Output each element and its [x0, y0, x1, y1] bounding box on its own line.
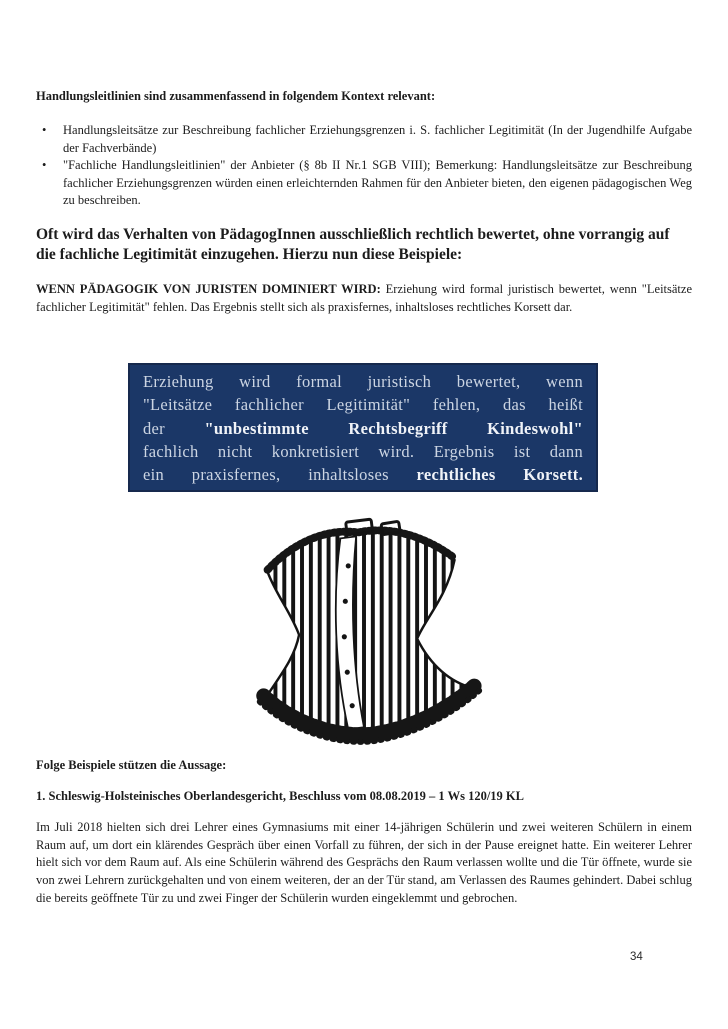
- quote-line-text: fachlich nicht konkretisiert wird. Ergebnis ist dann: [143, 441, 583, 461]
- quote-line: [143, 393, 583, 416]
- quote-line-bold: rechtliches Korsett.: [416, 464, 583, 484]
- bullet-text: Handlungsleitsätze zur Beschreibung fachlicher Erziehungsgrenzen i. S. fachlicher Legitimität (In der Jugendhilfe Aufgabe der Fachverbände): [63, 123, 692, 155]
- wenn-paragraph-lead: WENN PÄDAGOGIK VON JURISTEN DOMINIERT WIRD:: [36, 281, 381, 296]
- quote-line: [143, 463, 583, 486]
- folge-heading: Folge Beispiele stützen die Aussage:: [36, 758, 227, 773]
- case-heading: 1. Schleswig-Holsteinisches Oberlandesgericht, Beschluss vom 08.08.2019 – 1 Ws 120/19 KL: [36, 789, 524, 804]
- quote-line-text: "Leitsätze fachlicher Legitimität" fehlen, das heißt: [143, 395, 583, 415]
- page-number: 34: [630, 951, 643, 963]
- quote-line: [143, 370, 583, 393]
- bullet-item: [36, 122, 692, 157]
- corset-engraving-icon: [236, 499, 492, 745]
- quote-line: [143, 440, 583, 463]
- wenn-paragraph: [36, 281, 692, 316]
- page-content: [36, 0, 692, 907]
- quote-line-bold: "unbestimmte Rechtsbegriff Kindeswohl": [204, 418, 583, 438]
- quote-line-text: Erziehung wird formal juristisch bewertet, wenn: [143, 372, 583, 392]
- wenn-paragraph-body: Erziehung wird formal juristisch bewertet, wenn "Leitsätze fachlicher Legitimität" fehlen. Das Ergebnis stellt sich als praxisfernes, inhaltsloses rechtliches Korsett dar.: [36, 281, 693, 314]
- legal-corset-quote-box: [128, 363, 598, 492]
- intro-heading: Handlungsleitlinien sind zusammenfassend in folgendem Kontext relevant:: [36, 89, 436, 103]
- quote-line-text: der: [143, 418, 205, 438]
- quote-line: [143, 417, 583, 440]
- bullet-item: [36, 157, 692, 210]
- bullet-marker-icon: •: [42, 158, 47, 173]
- bullet-text: "Fachliche Handlungsleitlinien" der Anbieter (§ 8b II Nr.1 SGB VIII); Bemerkung: Handlungsleitsätze zur Beschreibung fachlicher Erziehungsgrenzen würden einen erleichternden Rahmen für den Anbieter bieten, den eigenen pädagogischen Weg zu beschreiben.: [63, 158, 692, 208]
- bullet-list: [36, 122, 692, 210]
- bullet-marker-icon: •: [42, 123, 47, 137]
- quote-line-text: ein praxisfernes, inhaltsloses: [143, 464, 417, 484]
- emphasis-heading: Oft wird das Verhalten von PädagogInnen ausschließlich rechtlich bewertet, ohne vorrangig auf die fachliche Legitimität einzugehen. Hierzu nun diese Beispiele:: [36, 225, 670, 264]
- corset-image-container: [235, 499, 493, 745]
- case-paragraph: Im Juli 2018 hielten sich drei Lehrer eines Gymnasiums mit einer 14-jährigen Schülerin und zwei weiteren Schülern in einem Raum auf, um dort ein klärendes Gespräch über einen Vorfall zu führen, der sich in der Pause ereignet hatte. Ein weiterer Lehrer hielt sich vor dem Raum auf. Als eine Schülerin während des Gesprächs den Raum verlassen wollte und die Tür öffnete, wurde sie von zwei Lehrern zurückgehalten und von einem weiteren, der an der Tür stand, am Verlassen des Raumes gehindert. Dabei schlug die bereits geöffnete Tür zu und zwei Finger der Schülerin wurden eingeklemmt und gebrochen.: [36, 820, 692, 905]
